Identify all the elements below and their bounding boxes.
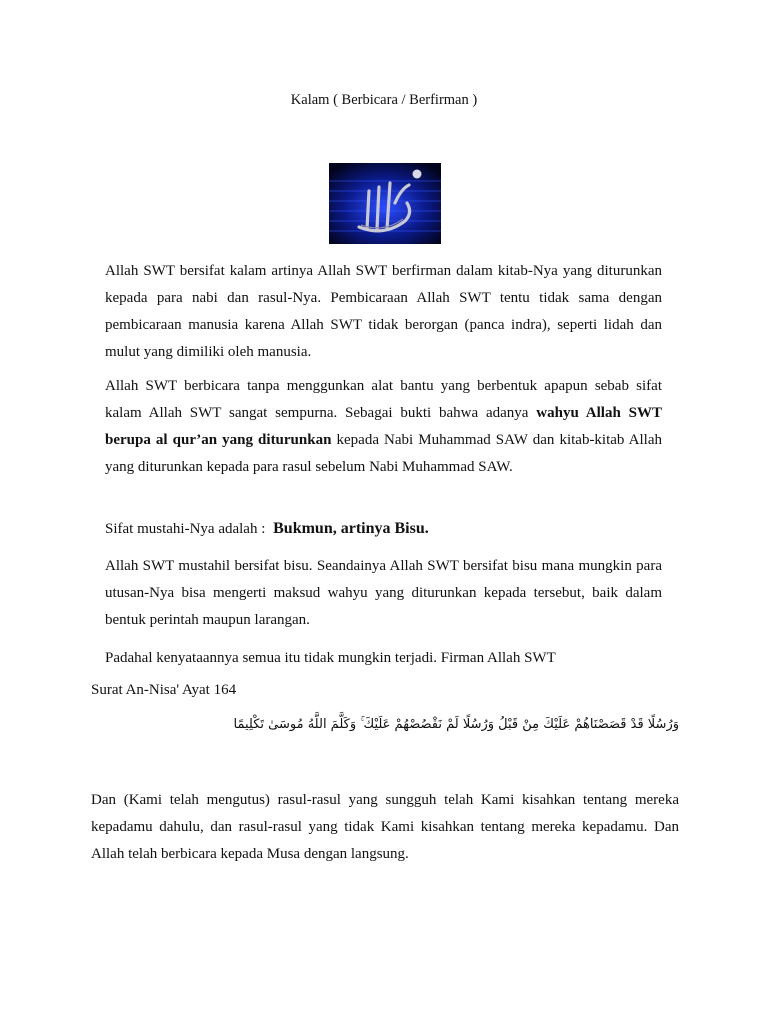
paragraph-mustahil-bisu: Allah SWT mustahil bersifat bisu. Seandainya Allah SWT bersifat bisu mana mungkin para utusan-Nya bisa mengerti maksud wahyu yang diturunkan kepada tersebut, baik dalam bentuk perintah maupun larangan. [105, 558, 662, 628]
verse-translation: Dan (Kami telah mengutus) rasul-rasul yang sungguh telah Kami kisahkan tentang mereka kepadamu dahulu, dan rasul-rasul yang tidak Kami kisahkan tentang mereka kepadamu. Dan Allah telah berbicara kepada Musa dengan langsung. [91, 792, 679, 862]
paragraph-text: Allah SWT berbicara tanpa menggunkan alat bantu yang berbentuk apapun sebab sifat kalam Allah SWT sangat sempurna. Sebagai bukti bahwa adanya [105, 378, 662, 421]
sifat-label: Sifat mustahi-Nya adalah : [105, 521, 266, 537]
page-title: Kalam ( Berbicara / Berfirman ) [290, 92, 478, 108]
allah-calligraphy-image [329, 163, 441, 244]
paragraph-kalam-definition: Allah SWT bersifat kalam artinya Allah SWT berfirman dalam kitab-Nya yang diturunkan kepada para nabi dan rasul-Nya. Pembicaraan Allah SWT tentu tidak sama dengan pembicaraan manusia karena Allah SWT tidak berorgan (panca indra), seperti lidah dan mulut yang dimiliki oleh manusia. [105, 263, 662, 360]
surah-reference: Surat An-Nisa' Ayat 164 [91, 682, 237, 698]
sifat-value: Bukmun, artinya Bisu. [273, 520, 429, 537]
paragraph-tanpa-alat-bantu [105, 373, 662, 481]
paragraph-firman: Padahal kenyataannya semua itu tidak mungkin terjadi. Firman Allah SWT [105, 650, 556, 666]
arabic-verse: وَرُسُلًا قَدْ قَصَصْنَاهُمْ عَلَيْكَ مِنْ قَبْلُ وَرُسُلًا لَمْ نَقْصُصْهُمْ عَلَيْكَ ۚ وَكَلَّمَ اللَّهُ مُوسَىٰ تَكْلِيمًا [233, 717, 679, 732]
bold-phrase-wahyu: wahyu Allah SWT berupa al qur’an yang diturunkan [105, 405, 662, 448]
paragraph-text: kepada Nabi Muhammad SAW dan kitab-kitab Allah yang diturunkan kepada para rasul sebelum Nabi Muhammad SAW. [105, 432, 662, 475]
sifat-mustahil-line [105, 515, 662, 543]
